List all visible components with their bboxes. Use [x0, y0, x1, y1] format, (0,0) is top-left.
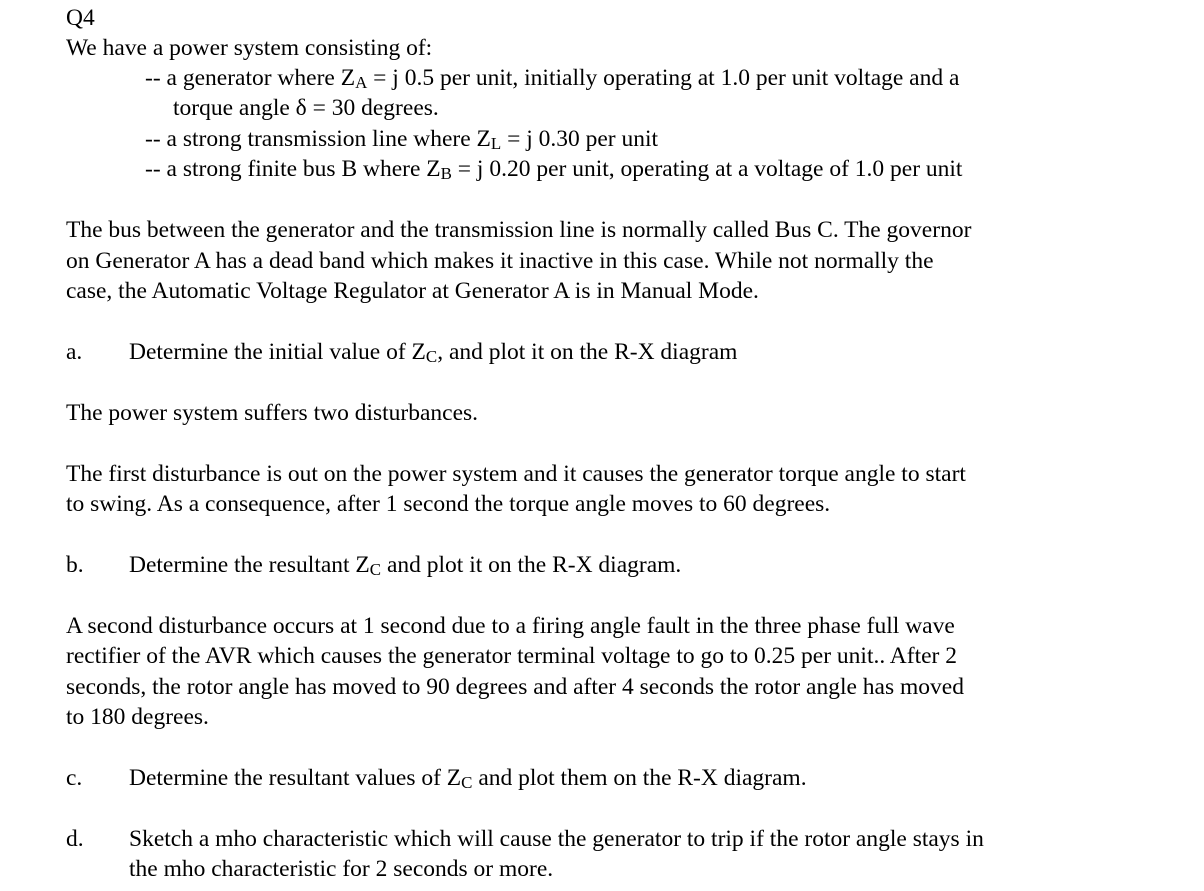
- line-subscript: L: [490, 134, 502, 154]
- para1-line1: The bus between the generator and the transmission line is normally called Bus C. The governor: [66, 217, 972, 243]
- bus-item-text-a: -- a strong finite bus B where Z: [145, 156, 441, 182]
- para1-line2: on Generator A has a dead band which makes it inactive in this case. While not normally the: [66, 248, 934, 274]
- generator-item-line2: torque angle δ = 30 degrees.: [173, 95, 439, 121]
- para4-line4: to 180 degrees.: [66, 704, 209, 730]
- generator-item-text-b: = j 0.5 per unit, initially operating at 1.0 per unit voltage and a: [367, 65, 960, 91]
- part-b-text: [129, 550, 681, 581]
- bus-subscript: B: [440, 164, 452, 184]
- part-d-label: d.: [66, 826, 84, 852]
- para4-line1: A second disturbance occurs at 1 second due to a firing angle fault in the three phase full wave: [66, 613, 955, 639]
- part-c-text-b: and plot them on the R-X diagram.: [472, 765, 807, 791]
- part-c-label: c.: [66, 765, 83, 791]
- para1-line3: case, the Automatic Voltage Regulator at Generator A is in Manual Mode.: [66, 278, 759, 304]
- part-c-text-a: Determine the resultant values of Z: [129, 765, 462, 791]
- intro-line: We have a power system consisting of:: [66, 35, 433, 61]
- line-item-text-b: = j 0.30 per unit: [501, 126, 659, 152]
- part-b-text-b: and plot it on the R-X diagram.: [381, 552, 682, 578]
- part-d-line1: Sketch a mho characteristic which will cause the generator to trip if the rotor angle stays in: [129, 826, 984, 852]
- part-b-label: b.: [66, 552, 84, 578]
- part-d-line2: the mho characteristic for 2 seconds or more.: [129, 856, 554, 882]
- part-c-subscript: C: [461, 773, 473, 793]
- generator-subscript: A: [355, 73, 368, 93]
- part-a-subscript: C: [425, 347, 438, 367]
- para2-line: The power system suffers two disturbances.: [66, 400, 479, 426]
- part-b-text-a: Determine the resultant Z: [129, 552, 370, 578]
- part-a-text-b: , and plot it on the R-X diagram: [437, 339, 738, 365]
- generator-item-text-a: -- a generator where Z: [145, 65, 356, 91]
- para3-line2: to swing. As a consequence, after 1 second the torque angle moves to 60 degrees.: [66, 491, 831, 517]
- finite-bus-item: [145, 154, 962, 185]
- transmission-line-item: [145, 124, 658, 155]
- para4-line3: seconds, the rotor angle has moved to 90 degrees and after 4 seconds the rotor angle has moved: [66, 674, 964, 700]
- para3-line1: The first disturbance is out on the power system and it causes the generator torque angle to start: [66, 461, 966, 487]
- part-a-text: [129, 337, 737, 368]
- line-item-text-a: -- a strong transmission line where Z: [145, 126, 491, 152]
- bus-item-text-b: = j 0.20 per unit, operating at a voltage of 1.0 per unit: [451, 156, 963, 182]
- part-a-text-a: Determine the initial value of Z: [129, 339, 426, 365]
- question-number: Q4: [66, 5, 95, 31]
- part-a-label: a.: [66, 339, 83, 365]
- generator-item-line1: [145, 63, 959, 94]
- part-c-text: [129, 763, 807, 794]
- para4-line2: rectifier of the AVR which causes the generator terminal voltage to go to 0.25 per unit.. After 2: [66, 643, 958, 669]
- part-b-subscript: C: [369, 560, 382, 580]
